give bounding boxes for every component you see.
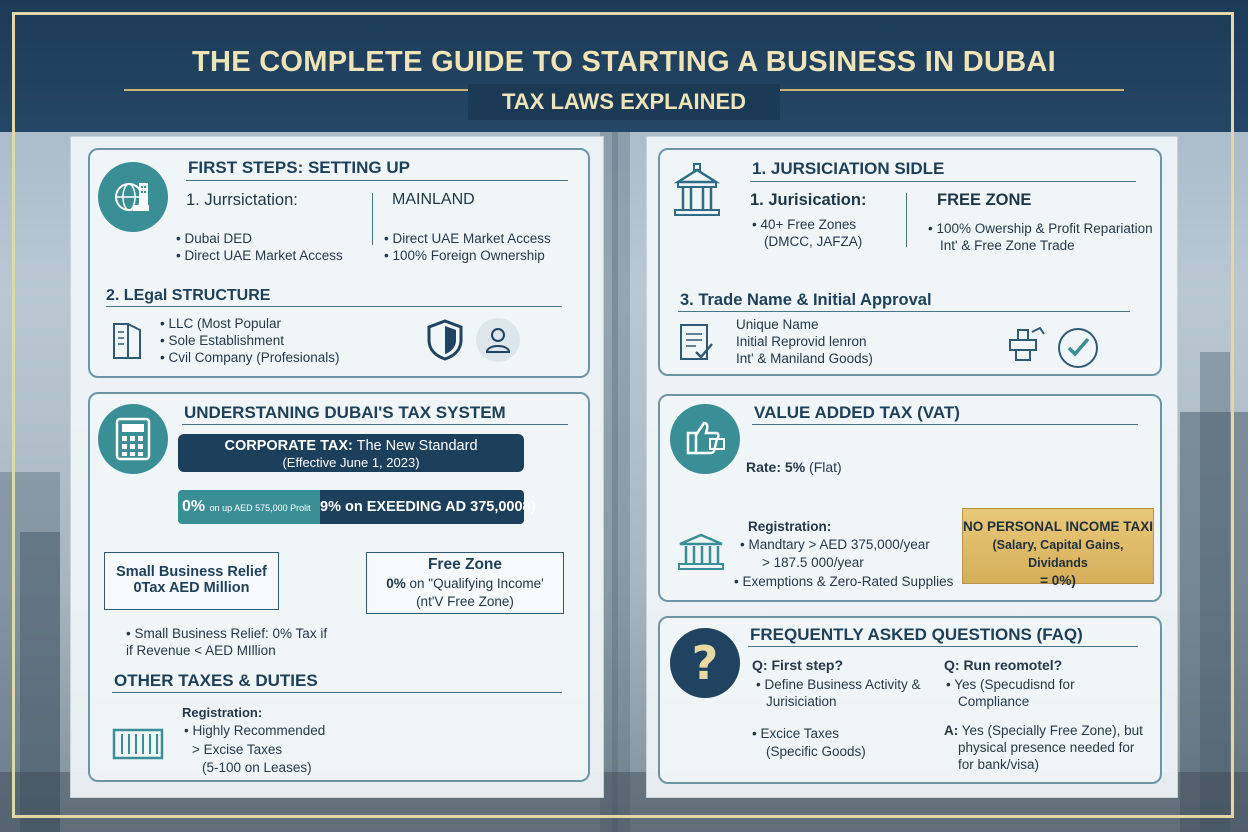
vat-building-icon (676, 532, 726, 572)
trade-line-1: Unique Name (736, 317, 819, 332)
trade-line-2: Initial Reprovid lenron (736, 334, 867, 349)
fz-left-line-2: (DMCC, JAFZA) (764, 234, 863, 249)
free-zone-box (366, 552, 564, 614)
vat-heading: VALUE ADDED TAX (VAT) (754, 403, 960, 422)
faq-a2-line-3: for bank/visa) (958, 757, 1040, 772)
other-taxes-line-1: • Highly Recommended (184, 723, 326, 738)
fz-line-1 (367, 575, 563, 593)
question-icon: ? (691, 636, 719, 690)
other-taxes-heading: OTHER TAXES & DUTIES (114, 671, 318, 690)
container-icon (112, 728, 164, 760)
no-income-tax-box (962, 508, 1154, 588)
first-steps-rule (186, 180, 568, 181)
no-income-tax-line-1: (Salary, Capital Gains, Dividands (992, 538, 1124, 570)
faq-a2-line-2: physical presence needed for (958, 740, 1135, 755)
stamp-icon (1004, 324, 1046, 364)
first-steps-icon-circle (98, 162, 168, 232)
page-title: THE COMPLETE GUIDE TO STARTING A BUSINESS IN DUBAI (191, 46, 1057, 78)
fz-right-line-1: • 100% Owership & Profit Repariation (928, 221, 1153, 236)
door-building-icon (110, 320, 144, 362)
calculator-icon-circle (98, 404, 168, 474)
first-steps-divider (372, 193, 373, 245)
zero-rate-note: on up AED 575,000 Prolit (209, 503, 311, 513)
vat-reg-label: Registration: (748, 519, 832, 534)
faq-rule (748, 646, 1138, 647)
faq-q1-answer-line-1-text: Define Business Activity & (764, 677, 921, 692)
title-rule-left (124, 89, 468, 91)
sbr-bullet-line-1-text: Small Business Relief: 0% Tax if (134, 626, 328, 641)
calculator-icon (113, 417, 153, 461)
faq-a2-line-1 (944, 722, 1143, 739)
government-building-icon (672, 162, 722, 218)
faq-a2-label: A: (944, 723, 959, 738)
shield-icon (424, 318, 466, 362)
vat-reg-line-3-text: Exemptions & Zero-Rated Supplies (742, 574, 954, 589)
faq-q1-answer-line-1: • Define Business Activity & (756, 677, 921, 692)
vat-reg-line-1: • Mandtary > AED 375,000/year (740, 537, 930, 552)
mainland-right-item-2: • 100% Foreign Ownership (384, 248, 545, 263)
trade-line-3: Int' & Maniland Goods) (736, 351, 873, 366)
vat-rate-note: (Flat) (809, 459, 842, 475)
other-taxes-line-1-text: Highly Recommended (192, 723, 326, 738)
faq-q1-extra-line-2: (Specific Goods) (766, 744, 866, 759)
jurisdiction-label: 1. Jurrsictation: (186, 191, 298, 209)
fz-line-2: (nt'V Free Zone) (416, 594, 514, 609)
sbr-bullet-line-2: if Revenue < AED MIllion (126, 643, 276, 658)
zero-rate-bar (178, 490, 320, 524)
mainland-left-item-1-text: Dubai DED (184, 231, 253, 246)
first-steps-heading: FIRST STEPS: SETTING UP (188, 158, 410, 177)
no-income-tax-line-2: = 0%) (1040, 573, 1076, 588)
tax-system-heading: UNDERSTANING DUBAI'S TAX SYSTEM (184, 403, 506, 422)
faq-q2-answer-line-1-text: Yes (Specudisnd for (954, 677, 1075, 692)
tax-system-rule (182, 424, 568, 425)
vat-icon-circle (670, 404, 740, 474)
faq-heading: FREQUENTLY ASKED QUESTIONS (FAQ) (750, 625, 1083, 644)
fz-left-line-1: • 40+ Free Zones (752, 217, 857, 232)
sbr-subtitle: 0Tax AED Million (133, 580, 250, 596)
no-income-tax-title: NO PERSONAL INCOME TAXI (963, 519, 1154, 534)
other-taxes-reg-label: Registration: (182, 705, 263, 720)
globe-building-icon (111, 175, 155, 219)
jurisdiction-rule (750, 181, 1136, 182)
jurisdiction-card-label: 1. Jurisication: (750, 191, 867, 209)
legal-structure-heading: 2. LEgal STRUCTURE (106, 287, 271, 304)
mainland-right-item-1: • Direct UAE Market Access (384, 231, 551, 246)
faq-q2: Q: Run reomotel? (944, 657, 1063, 673)
other-taxes-rule (112, 692, 562, 693)
title-rule-right (780, 89, 1124, 91)
sbr-bullet-line-1: • Small Business Relief: 0% Tax if (126, 626, 328, 641)
faq-q1: Q: First step? (752, 657, 844, 673)
faq-q1-answer-line-2: Jurisiciation (766, 694, 837, 709)
faq-q2-answer-line-1: • Yes (Specudisnd for (946, 677, 1075, 692)
small-business-relief-box (104, 552, 279, 610)
corporate-tax-banner (178, 434, 524, 472)
fz-title: Free Zone (427, 556, 503, 573)
mainland-right-item-1-text: Direct UAE Market Access (392, 231, 551, 246)
vat-rule (752, 424, 1138, 425)
legal-item-1-text: LLC (Most Popular (168, 316, 282, 331)
user-icon (484, 326, 512, 354)
check-icon (1065, 335, 1091, 361)
question-icon-circle (670, 628, 740, 698)
jurisdiction-divider (906, 193, 907, 247)
page-subtitle: TAX LAWS EXPLAINED (468, 84, 780, 120)
trade-name-rule (678, 311, 1130, 312)
legal-item-3: • Cvil Company (Profesionals) (160, 350, 340, 365)
trade-name-heading: 3. Trade Name & Initial Approval (680, 291, 932, 309)
document-check-icon (678, 322, 716, 364)
corporate-tax-title (178, 434, 524, 455)
mainland-left-item-2: • Direct UAE Market Access (176, 248, 343, 263)
zero-rate-value: 0% (182, 498, 206, 515)
fz-right-line-1-text: 100% Owership & Profit Repariation (936, 221, 1153, 236)
vat-reg-line-1-text: Mandtary > AED 375,000/year (748, 537, 930, 552)
thumbs-up-card-icon (684, 419, 726, 459)
vat-reg-line-3: • Exemptions & Zero-Rated Supplies (734, 574, 954, 589)
corporate-tax-bold: CORPORATE TAX: (224, 438, 353, 454)
user-icon-circle (476, 318, 520, 362)
vat-rate-value: 5% (784, 459, 806, 475)
legal-structure-rule (106, 306, 562, 307)
fz-line-1-rest: on "Qualifying Income' (409, 576, 544, 591)
corporate-tax-rest: The New Standard (356, 438, 478, 454)
other-taxes-line-2: > Excise Taxes (192, 742, 283, 757)
legal-item-3-text: Cvil Company (Profesionals) (168, 350, 340, 365)
sbr-title: Small Business Relief (116, 564, 267, 580)
check-icon-circle (1058, 328, 1098, 368)
nine-rate-bar: 9% on EXEEDING AD 375,0008) (320, 490, 524, 524)
faq-q1-extra-line-1-text: Excice Taxes (760, 726, 840, 741)
faq-a2-line-1-text: Yes (Specially Free Zone), but (961, 723, 1143, 738)
faq-q1-extra-line-1: • Excice Taxes (752, 726, 840, 741)
mainland-right-item-2-text: 100% Foreign Ownership (392, 248, 545, 263)
fz-left-line-1-text: 40+ Free Zones (760, 217, 857, 232)
vat-rate-label: Rate: (746, 459, 782, 475)
mainland-label: MAINLAND (392, 191, 475, 208)
mainland-left-item-2-text: Direct UAE Market Access (184, 248, 343, 263)
other-taxes-line-3: (5-100 on Leases) (202, 760, 312, 775)
mainland-left-item-1: • Dubai DED (176, 231, 253, 246)
legal-item-2-text: Sole Establishment (168, 333, 285, 348)
legal-item-1: • LLC (Most Popular (160, 316, 282, 331)
vat-reg-line-2: > 187.5 000/year (762, 555, 864, 570)
fz-line-1-bold: 0% (386, 576, 406, 591)
jurisdiction-heading: 1. JURSICIATION SIDLE (752, 159, 945, 178)
fz-right-line-2: Int' & Free Zone Trade (940, 238, 1075, 253)
legal-item-2: • Sole Establishment (160, 333, 285, 348)
free-zone-label: FREE ZONE (937, 191, 1032, 209)
corporate-tax-effective: (Effective June 1, 2023) (282, 455, 420, 470)
faq-q2-answer-line-2: Compliance (958, 694, 1030, 709)
vat-rate (746, 459, 842, 476)
